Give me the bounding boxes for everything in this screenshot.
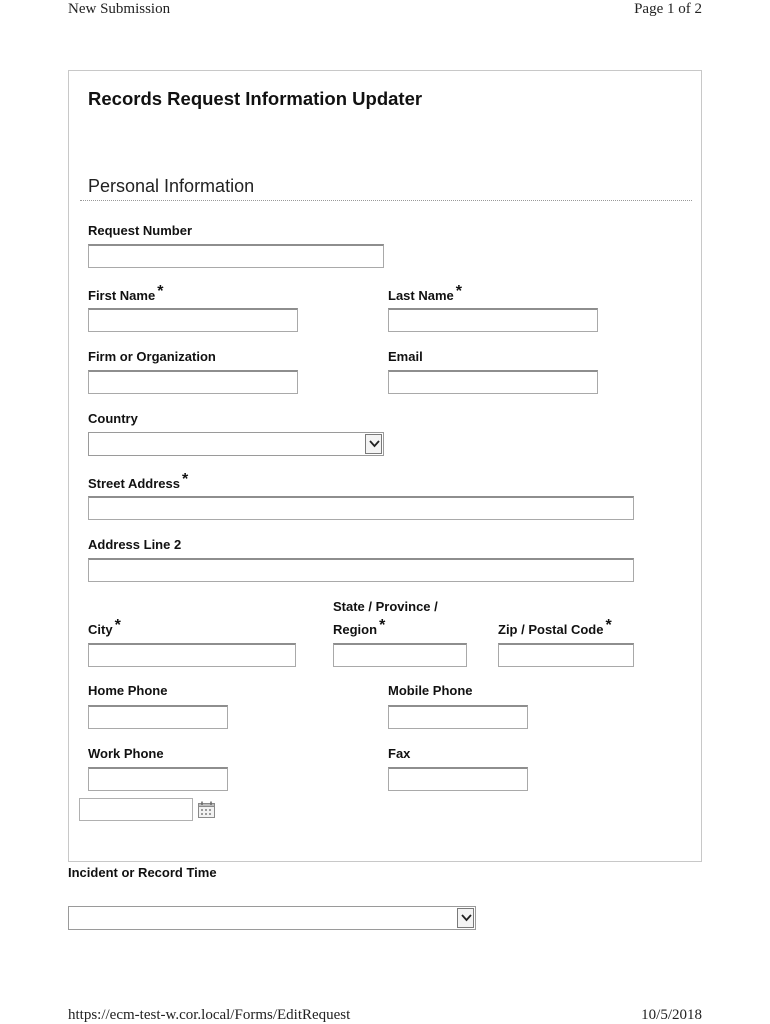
email-label: Email: [388, 349, 423, 364]
last-name-field[interactable]: [388, 308, 598, 332]
firm-field[interactable]: [88, 370, 298, 394]
form-title: Records Request Information Updater: [88, 88, 423, 109]
page-header-left: New Submission: [68, 1, 171, 17]
fax-field[interactable]: [388, 767, 528, 791]
home-phone-label: Home Phone: [88, 683, 168, 698]
email-field[interactable]: [388, 370, 598, 394]
zip-label-text: Zip / Postal Code: [498, 622, 604, 637]
mobile-phone-label: Mobile Phone: [388, 683, 473, 698]
page-footer-date: 10/5/2018: [641, 1007, 702, 1023]
first-name-label: [88, 283, 164, 305]
state-field[interactable]: [333, 643, 467, 667]
required-marker: *: [379, 617, 386, 634]
state-label-line1: State / Province /: [333, 599, 438, 614]
first-name-field[interactable]: [88, 308, 298, 332]
incident-time-select[interactable]: [68, 906, 476, 930]
request-number-field[interactable]: [88, 244, 384, 268]
country-label: Country: [88, 411, 138, 426]
section-divider: [80, 200, 692, 201]
last-name-label-text: Last Name: [388, 288, 454, 303]
firm-label: Firm or Organization: [88, 349, 216, 364]
calendar-icon[interactable]: [198, 801, 215, 818]
required-marker: *: [182, 471, 189, 488]
state-label-text: Region: [333, 622, 378, 637]
incident-time-label: Incident or Record Time: [68, 865, 217, 880]
last-name-label: [388, 283, 462, 305]
page-header-right: Page 1 of 2: [634, 1, 702, 17]
work-phone-field[interactable]: [88, 767, 228, 791]
required-marker: *: [114, 617, 121, 634]
street-address-label: [88, 471, 189, 493]
mobile-phone-field[interactable]: [388, 705, 528, 729]
home-phone-field[interactable]: [88, 705, 228, 729]
zip-label: [498, 617, 612, 639]
date-field[interactable]: [79, 798, 193, 821]
city-field[interactable]: [88, 643, 296, 667]
required-marker: *: [605, 617, 612, 634]
street-address-label-text: Street Address: [88, 476, 180, 491]
chevron-down-icon[interactable]: [457, 908, 474, 928]
required-marker: *: [157, 283, 164, 300]
city-label: [88, 617, 121, 639]
chevron-down-icon[interactable]: [365, 434, 382, 454]
fax-label: Fax: [388, 746, 411, 761]
street-address-field[interactable]: [88, 496, 634, 520]
page-footer-url: https://ecm-test-w.cor.local/Forms/EditRequest: [68, 1007, 351, 1023]
first-name-label-text: First Name: [88, 288, 156, 303]
city-label-text: City: [88, 622, 113, 637]
required-marker: *: [455, 283, 462, 300]
address-line2-label: Address Line 2: [88, 537, 182, 552]
section-title: Personal Information: [88, 176, 255, 196]
address-line2-field[interactable]: [88, 558, 634, 582]
zip-field[interactable]: [498, 643, 634, 667]
state-label-line2: [333, 617, 386, 639]
work-phone-label: Work Phone: [88, 746, 164, 761]
country-select[interactable]: [88, 432, 384, 456]
request-number-label: Request Number: [88, 223, 193, 238]
